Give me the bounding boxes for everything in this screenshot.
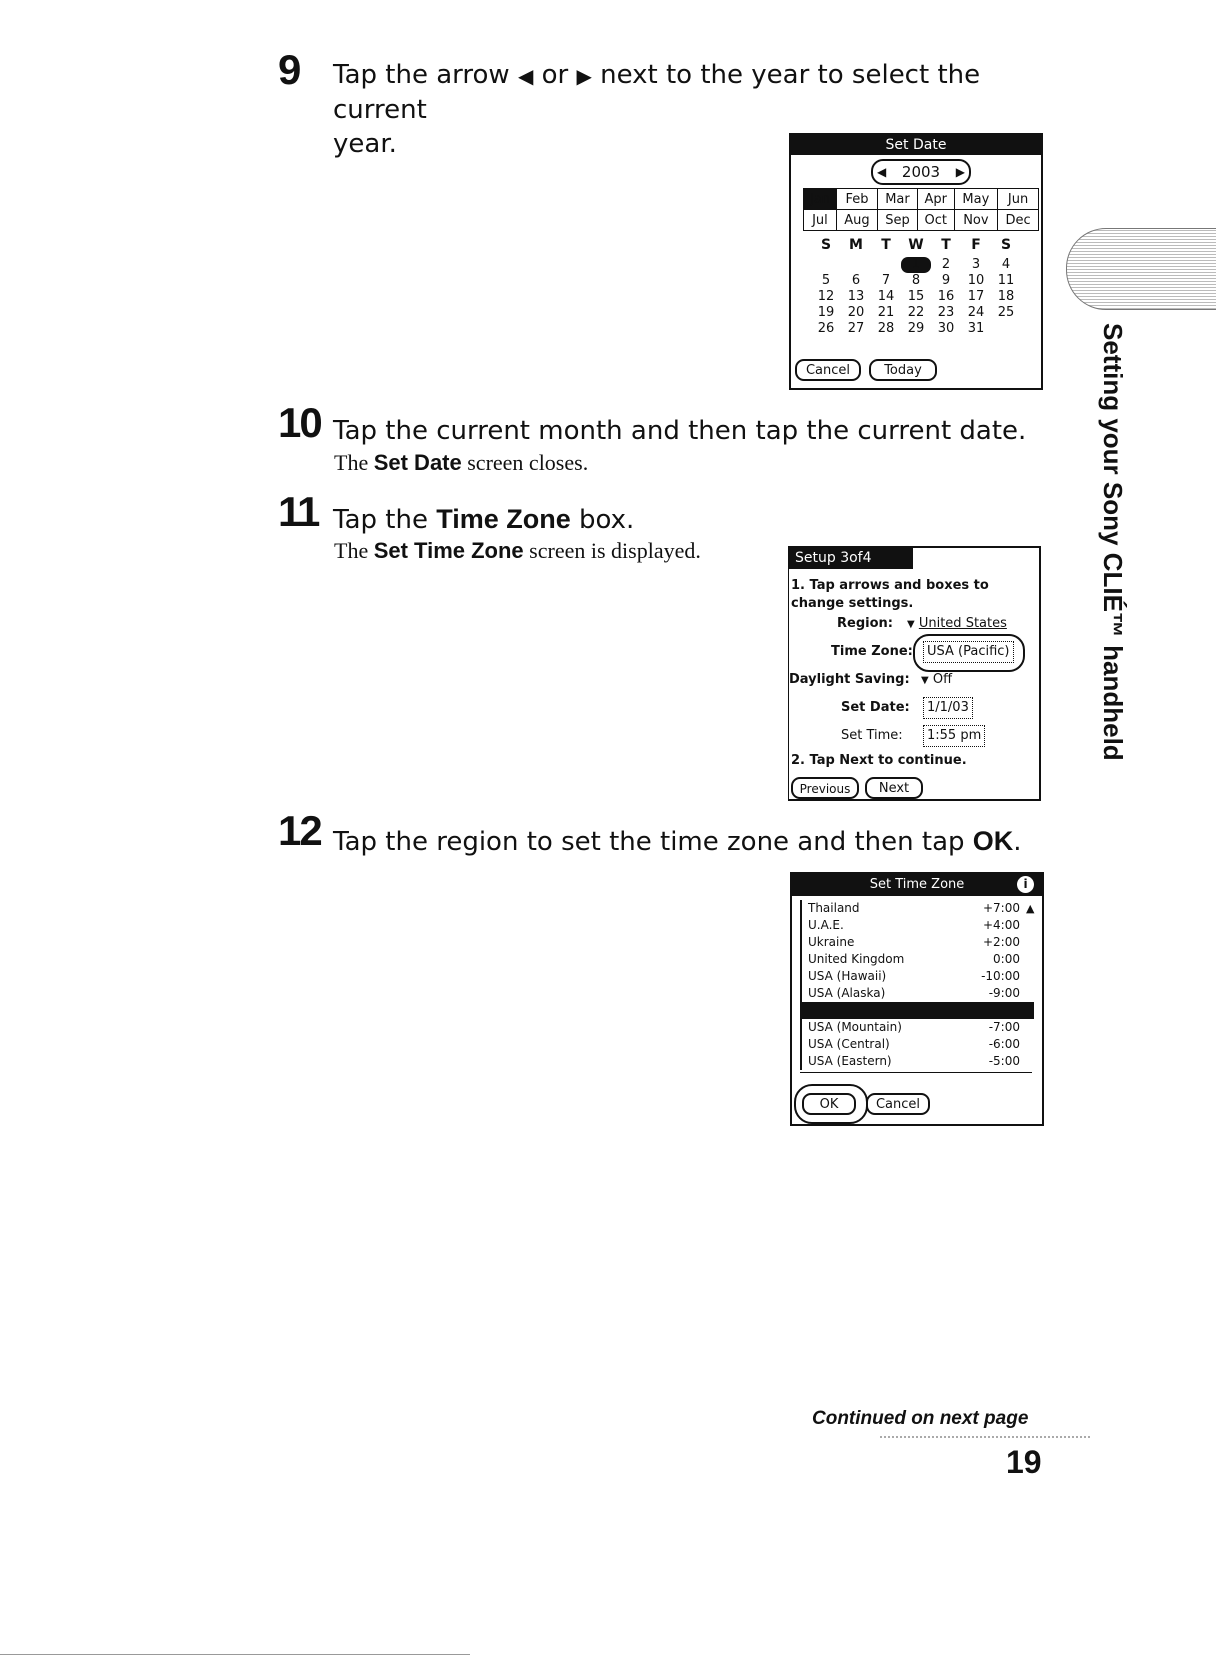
set-time-box[interactable]: 1:55 pm <box>923 725 985 747</box>
region-value: United States <box>918 616 1007 631</box>
dropdown-arrow-icon: ▼ <box>907 619 915 630</box>
region-dropdown[interactable] <box>907 616 1007 631</box>
today-button[interactable]: Today <box>869 359 937 381</box>
step-text-part: Tap the arrow <box>333 60 510 90</box>
weekday: S <box>820 237 832 253</box>
day-cell <box>811 257 841 273</box>
day-cell[interactable]: 5 <box>821 273 831 288</box>
time-zone-name: U.A.E. <box>808 918 844 932</box>
time-zone-row[interactable] <box>802 917 1034 934</box>
day-cell[interactable]: 26 <box>817 321 835 336</box>
set-date-box[interactable]: 1/1/03 <box>923 697 973 719</box>
time-zone-offset: +7:00 <box>982 901 1020 915</box>
step-text-part: box. <box>579 505 635 535</box>
month-cell[interactable]: Sep <box>878 210 918 231</box>
instruction-1: 1. Tap arrows and boxes to <box>791 578 989 593</box>
left-arrow-icon: ◀ <box>517 64 534 88</box>
dropdown-arrow-icon: ▼ <box>921 675 929 686</box>
step-text-part: year. <box>333 129 397 159</box>
weekday: F <box>971 237 981 253</box>
subtext-part: The <box>334 538 369 563</box>
setup-screen <box>788 546 1041 801</box>
step-text-part: . <box>1013 827 1022 857</box>
dotted-rule <box>880 1436 1090 1438</box>
day-cell <box>841 257 871 273</box>
set-date-screen <box>789 133 1043 390</box>
weekday: T <box>941 237 951 253</box>
day-cell[interactable]: 25 <box>997 305 1015 320</box>
set-date-title: Set Date <box>791 135 1041 155</box>
time-zone-offset: -10:00 <box>981 969 1020 983</box>
step-text-part: next to the year to select the current <box>333 60 981 125</box>
next-year-icon[interactable]: ▶ <box>955 165 965 179</box>
time-zone-box[interactable]: USA (Pacific) <box>923 641 1014 663</box>
month-cell[interactable]: Aug <box>836 210 877 231</box>
continued-note: Continued on next page <box>812 1408 1029 1429</box>
month-cell[interactable]: Mar <box>878 189 918 210</box>
highlight-circle <box>913 634 1025 672</box>
step-number: 12 <box>278 807 321 854</box>
day-cell[interactable]: 7 <box>881 273 891 288</box>
title-text: Set Time Zone <box>869 877 965 892</box>
page-number: 19 <box>1006 1444 1042 1480</box>
weekday-header <box>811 237 1021 253</box>
weekday: T <box>881 237 891 253</box>
info-icon[interactable]: i <box>1017 876 1034 893</box>
step-text <box>333 824 1022 859</box>
month-cell[interactable]: Jan <box>804 189 837 210</box>
time-zone-row[interactable] <box>802 934 1034 951</box>
time-zone-offset: -5:00 <box>988 1054 1020 1068</box>
day-cell[interactable]: 20 <box>847 305 865 320</box>
step-text-part: Tap the <box>333 505 428 535</box>
day-cell[interactable]: 2 <box>941 257 951 272</box>
step-subtext <box>334 538 701 564</box>
right-arrow-icon: ▶ <box>576 64 592 88</box>
step-text-part: Tap the region to set the time zone and then tap <box>333 827 965 857</box>
step-number: 11 <box>278 488 319 535</box>
month-cell[interactable]: Apr <box>917 189 954 210</box>
day-cell[interactable]: 12 <box>817 289 835 304</box>
month-cell[interactable]: Nov <box>954 210 998 231</box>
next-button[interactable]: Next <box>865 777 923 799</box>
cancel-button[interactable]: Cancel <box>866 1093 930 1115</box>
highlight-circle <box>794 1084 868 1124</box>
subtext-part: screen closes. <box>467 450 589 475</box>
side-section-title: Setting your Sony CLIÉ™ handheld <box>1098 323 1128 761</box>
day-grid <box>811 257 1021 337</box>
time-zone-row[interactable] <box>802 1002 1034 1019</box>
month-cell[interactable]: Jul <box>804 210 837 231</box>
daylight-dropdown[interactable] <box>921 672 952 687</box>
step-text <box>333 502 634 537</box>
time-zone-name: United Kingdom <box>808 952 905 966</box>
set-time-label: Set Time: <box>841 728 903 743</box>
time-zone-list <box>800 900 1034 1070</box>
day-cell[interactable]: 6 <box>851 273 861 288</box>
time-zone-name: Thailand <box>808 901 860 915</box>
instruction-2: 2. Tap Next to continue. <box>791 753 967 768</box>
set-date-label: Set Date: <box>841 700 910 715</box>
set-time-zone-screen <box>790 872 1044 1126</box>
time-zone-name: USA (Mountain) <box>808 1020 902 1034</box>
day-cell[interactable]: 31 <box>967 321 985 336</box>
step-text-part: or <box>541 60 569 90</box>
region-label: Region: <box>837 616 893 631</box>
day-cell[interactable]: 11 <box>997 273 1015 288</box>
day-cell <box>871 257 901 273</box>
day-cell[interactable]: 15 <box>907 289 925 304</box>
step-text-bold: OK <box>972 826 1014 856</box>
day-cell[interactable]: 10 <box>967 273 985 288</box>
time-zone-offset: 0:00 <box>993 952 1020 966</box>
day-cell[interactable]: 22 <box>907 305 925 320</box>
step-text: Tap the current month and then tap the current date. <box>333 416 1027 446</box>
weekday: M <box>849 237 863 253</box>
day-cell[interactable]: 4 <box>1001 257 1011 272</box>
weekday: W <box>908 237 924 253</box>
ok-button[interactable]: OK <box>802 1093 856 1115</box>
month-cell[interactable]: Oct <box>917 210 954 231</box>
time-zone-name: USA (Alaska) <box>808 986 886 1000</box>
subtext-part: screen is displayed. <box>529 538 701 563</box>
day-cell[interactable]: 3 <box>971 257 981 272</box>
day-cell[interactable]: 17 <box>967 289 985 304</box>
time-zone-offset: +4:00 <box>982 918 1020 932</box>
year-selector <box>871 159 971 185</box>
list-bottom-rule <box>800 1072 1032 1073</box>
day-cell[interactable]: 29 <box>907 321 925 336</box>
day-cell[interactable]: 24 <box>967 305 985 320</box>
day-cell[interactable]: 1 <box>901 257 931 273</box>
set-time-zone-title <box>792 874 1042 896</box>
time-zone-name: USA (Hawaii) <box>808 969 887 983</box>
side-tab <box>1066 228 1216 310</box>
step-number: 10 <box>278 399 321 446</box>
day-cell[interactable]: 14 <box>877 289 895 304</box>
subtext-bold: Set Date <box>373 450 462 475</box>
month-cell[interactable]: Dec <box>998 210 1039 231</box>
time-zone-offset: -7:00 <box>988 1020 1020 1034</box>
day-cell[interactable]: 18 <box>997 289 1015 304</box>
time-zone-row[interactable] <box>802 1019 1034 1036</box>
time-zone-offset: +2:00 <box>982 935 1020 949</box>
month-cell[interactable]: Feb <box>836 189 877 210</box>
time-zone-label: Time Zone: <box>831 644 913 659</box>
time-zone-row[interactable] <box>802 900 1034 917</box>
time-zone-offset: -6:00 <box>988 1037 1020 1051</box>
year-value: 2003 <box>901 163 941 181</box>
time-zone-name: Ukraine <box>808 935 855 949</box>
time-zone-row[interactable] <box>802 951 1034 968</box>
previous-button[interactable]: Previous <box>791 777 859 799</box>
step-subtext <box>334 450 588 476</box>
subtext-part: The <box>334 450 369 475</box>
day-cell[interactable]: 21 <box>877 305 895 320</box>
day-cell[interactable]: 8 <box>911 273 921 288</box>
daylight-label: Daylight Saving: <box>789 672 910 687</box>
day-cell[interactable]: 28 <box>877 321 895 336</box>
setup-title: Setup 3of4 <box>789 548 913 569</box>
day-cell[interactable]: 16 <box>937 289 955 304</box>
cancel-button[interactable]: Cancel <box>795 359 861 381</box>
month-grid <box>803 188 1039 231</box>
time-zone-row[interactable] <box>802 985 1034 1002</box>
instruction-1-cont: change settings. <box>791 596 914 611</box>
time-zone-name: USA (Eastern) <box>808 1054 892 1068</box>
time-zone-row[interactable] <box>802 1053 1034 1070</box>
day-cell[interactable]: 30 <box>937 321 955 336</box>
subtext-bold: Set Time Zone <box>373 538 524 563</box>
month-cell[interactable]: Jun <box>998 189 1039 210</box>
step-number: 9 <box>278 46 300 93</box>
day-cell[interactable]: 13 <box>847 289 865 304</box>
month-cell[interactable]: May <box>954 189 998 210</box>
step-text-bold: Time Zone <box>436 504 571 534</box>
time-zone-offset: -9:00 <box>988 986 1020 1000</box>
day-cell[interactable]: 23 <box>937 305 955 320</box>
day-cell[interactable]: 19 <box>817 305 835 320</box>
bottom-rule <box>0 1654 470 1655</box>
day-cell <box>991 321 1021 337</box>
time-zone-row[interactable] <box>802 968 1034 985</box>
day-cell[interactable]: 27 <box>847 321 865 336</box>
time-zone-row[interactable] <box>802 1036 1034 1053</box>
prev-year-icon[interactable]: ◀ <box>877 165 887 179</box>
day-cell[interactable]: 9 <box>941 273 951 288</box>
scroll-up-icon[interactable]: ▲ <box>1026 902 1035 915</box>
daylight-value: Off <box>932 672 953 687</box>
weekday: S <box>1000 237 1012 253</box>
time-zone-name: USA (Central) <box>808 1037 890 1051</box>
